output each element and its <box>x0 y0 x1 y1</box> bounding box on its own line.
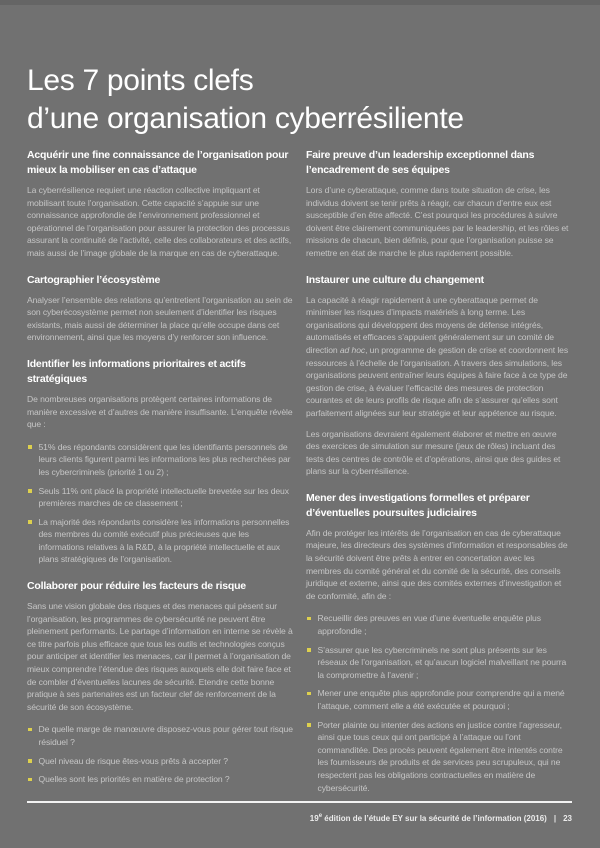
section-collaborer-risque <box>27 579 293 786</box>
section-paragraph: De nombreuses organisations protègent certaines informations de manière excessive et d’autres de manière insuffisante. L’enquête révèle que : <box>27 393 293 430</box>
section-paragraph: La cyberrésilience requiert une réaction collective impliquant et mobilisant toute l’organisation. Cette capacité s’appuie sur une connaissance approfondie de l’environnement professionnel et opérationnel de l’organisation pour assurer la protection des processus assurant la continuité de l’activité, celle des collaborateurs et des actifs, mais aussi de l’image globale de la marque en cas de cyberattaque. <box>27 185 292 258</box>
bullet-item <box>27 485 293 510</box>
bullet-icon <box>307 617 311 621</box>
section-paragraph: Afin de protéger les intérêts de l’organisation en cas de cyberattaque majeure, les directeurs des systèmes d’information et responsables de la sécurité doivent être prêts à entrer en concertation avec les membres du comité général et du comité de la sécurité, des conseils juridique et externe, ainsi que des comités externes d’investigation et de conformité, afin de : <box>306 527 568 601</box>
bullet-text: La majorité des répondants considère les informations personnelles des membres du comité exécutif plus précieuses que les informations relatives à la R&D, à la propriété intellectuelle et aux plans stratégiques de l’organisation. <box>38 516 290 565</box>
bullet-text: 51% des répondants considèrent que les identifiants personnels de leurs clients figurent parmi les informations les plus recherchées par les cybercriminels (priorité 1 ou 2) ; <box>38 441 291 477</box>
bullet-text: Recueillir des preuves en vue d’une éventuelle enquête plus approfondie ; <box>317 613 541 637</box>
bullet-item <box>27 441 293 479</box>
section-acquerir-connaissance <box>27 148 293 260</box>
footer-edition-superscript: e <box>318 813 323 819</box>
section-paragraph <box>306 294 572 420</box>
section-paragraph: Analyser l’ensemble des relations qu’entretient l’organisation au sein de son cyberécosystème permet non seulement d’identifier les risques existants, mais aussi de déterminer la place qu’elle occupe dans cet environnement, ainsi que les moyens d’y renforcer son influence. <box>27 294 293 343</box>
bullet-text: Quelles sont les priorités en matière de protection ? <box>38 774 230 785</box>
section-heading: Identifier les informations prioritaires et actifs stratégiques <box>27 357 246 385</box>
content-columns <box>27 146 572 802</box>
paragraph-part: La capacité à réagir rapidement à une cyberattaque permet de minimiser les risques d’impacts matériels à long terme. Les organisations qui développent des moyens de défense intégrés, automatisés et efficaces s’appuient généralement sur un comité de direction <box>306 294 554 355</box>
section-cartographier-ecosysteme <box>27 273 293 344</box>
bullet-item <box>27 755 293 768</box>
left-column <box>27 146 293 802</box>
bullet-icon <box>307 692 311 696</box>
bullet-text: De quelle marge de manœuvre disposez-vous pour gérer tout risque résiduel ? <box>38 724 293 747</box>
bullet-text: Mener une enquête plus approfondie pour comprendre qui a mené l’attaque, comment elle a été exécutée et pourquoi ; <box>317 688 565 711</box>
paragraph-part: , un programme de gestion de crise et coordonnent les ressources à l’échelle de l’organisation. A travers des simulations, les organisations peuvent entraîner leurs équipes à faire face à ce type de gestion de crise, à évaluer l’efficacité des mesures de protection courantes et de leurs profils de risque afin de s’assurer qu’elles sont parfaitement alignées sur leur stratégie et leur appétence au risque. <box>306 344 569 418</box>
bullet-list <box>27 441 293 566</box>
bullet-item <box>306 719 572 795</box>
bullet-text: Porter plainte ou intenter des actions en justice contre l’agresseur, ainsi que tous ceux qui ont participé à l’attaque ou l’ont commanditée. Des procès peuvent également être intentés contre les fournisseurs de produits et de services peu scrupuleux, qui ne respectent pas les obligations contractuelles en matière de cybersécurité. <box>317 719 563 793</box>
section-heading: Cartographier l’écosystème <box>27 273 161 286</box>
bullet-item <box>27 516 293 566</box>
footer-edition-text: édition de l’étude EY sur la sécurité de l’information (2016) <box>322 814 547 823</box>
section-paragraph: Sans une vision globale des risques et des menaces qui pèsent sur l’organisation, les programmes de cybersécurité ne peuvent être pleinement performants. Le partage d’information en interne se révèle à ce titre parfois plus efficace que tous les outils et technologies conçus pour anticiper et identifier les menaces, car il permet à l’organisation de mieux comprendre l’étendue des risques auxquels elle doit faire face et de combler d’éventuelles lacunes de sécurité. Etendre cette bonne pratique à ses partenaires est un facteur clef de renforcement de la sécurité de son écosystème. <box>27 601 293 712</box>
bullet-item <box>27 723 293 748</box>
page-title-line1: Les 7 points clefs <box>27 64 254 98</box>
footer-edition-number: 19 <box>309 814 319 823</box>
bullet-icon <box>28 728 32 732</box>
section-identifier-informations <box>27 357 293 566</box>
section-heading: Acquérir une fine connaissance de l’organisation pour mieux la mobiliser en cas d’attaque <box>27 149 289 176</box>
section-leadership <box>306 148 572 260</box>
right-column <box>306 146 572 802</box>
section-investigations-judiciaires <box>306 491 572 794</box>
bullet-list <box>27 723 293 785</box>
section-paragraph: Lors d’une cyberattaque, comme dans toute situation de crise, les individus doivent se tenir prêts à réagir, car chacun d’entre eux est susceptible d’en être affecté. C’est pourquoi les procédures à suivre doivent être clairement communiquées par le leadership, et les rôles et missions de chacun, bien définis, pour que l’organisation puisse se remettre en état de marche le plus rapidement possible. <box>306 185 569 258</box>
bullet-icon <box>28 778 32 782</box>
page-title <box>27 62 573 138</box>
bullet-icon <box>307 723 311 727</box>
bullet-item <box>306 687 572 712</box>
bullet-icon <box>28 489 32 493</box>
bullet-item <box>306 612 572 637</box>
bullet-icon <box>28 759 32 763</box>
footer-divider <box>27 801 572 803</box>
footer <box>27 811 572 824</box>
bullet-text: Quel niveau de risque êtes-vous prêts à accepter ? <box>38 755 228 766</box>
italic-term: ad hoc <box>339 344 366 355</box>
footer-separator: | <box>553 814 557 823</box>
bullet-icon <box>307 648 311 652</box>
bullet-item <box>27 773 293 786</box>
section-heading: Collaborer pour réduire les facteurs de risque <box>27 580 246 593</box>
bullet-text: Seuls 11% ont placé la propriété intellectuelle brevetée sur les deux premières marches de ce classement ; <box>38 485 289 509</box>
section-heading: Mener des investigations formelles et préparer d’éventuelles poursuites judiciaires <box>306 491 530 519</box>
bullet-icon <box>28 520 32 524</box>
bullet-list <box>306 612 572 794</box>
bullet-text: S’assurer que les cybercriminels ne sont plus présents sur les réseaux de l’organisation, et qu’aucun logiciel malveillant ne pourra la compromettre à l’avenir ; <box>317 644 567 680</box>
section-paragraph: Les organisations devraient également élaborer et mettre en œuvre des exercices de simulation sur mesure (jeux de rôles) incluant des tests des centres de contrôle et d’opérations, ainsi que des guides et plans sur la cyberrésilience. <box>306 428 561 477</box>
page-title-line2: d’une organisation cyberrésiliente <box>27 102 464 136</box>
bullet-item <box>306 644 572 682</box>
bullet-icon <box>28 445 32 449</box>
section-heading: Faire preuve d’un leadership exceptionnel dans l’encadrement de ses équipes <box>306 149 535 176</box>
section-heading: Instaurer une culture du changement <box>306 273 484 286</box>
page-number: 23 <box>563 814 572 823</box>
section-culture-changement <box>306 273 572 478</box>
